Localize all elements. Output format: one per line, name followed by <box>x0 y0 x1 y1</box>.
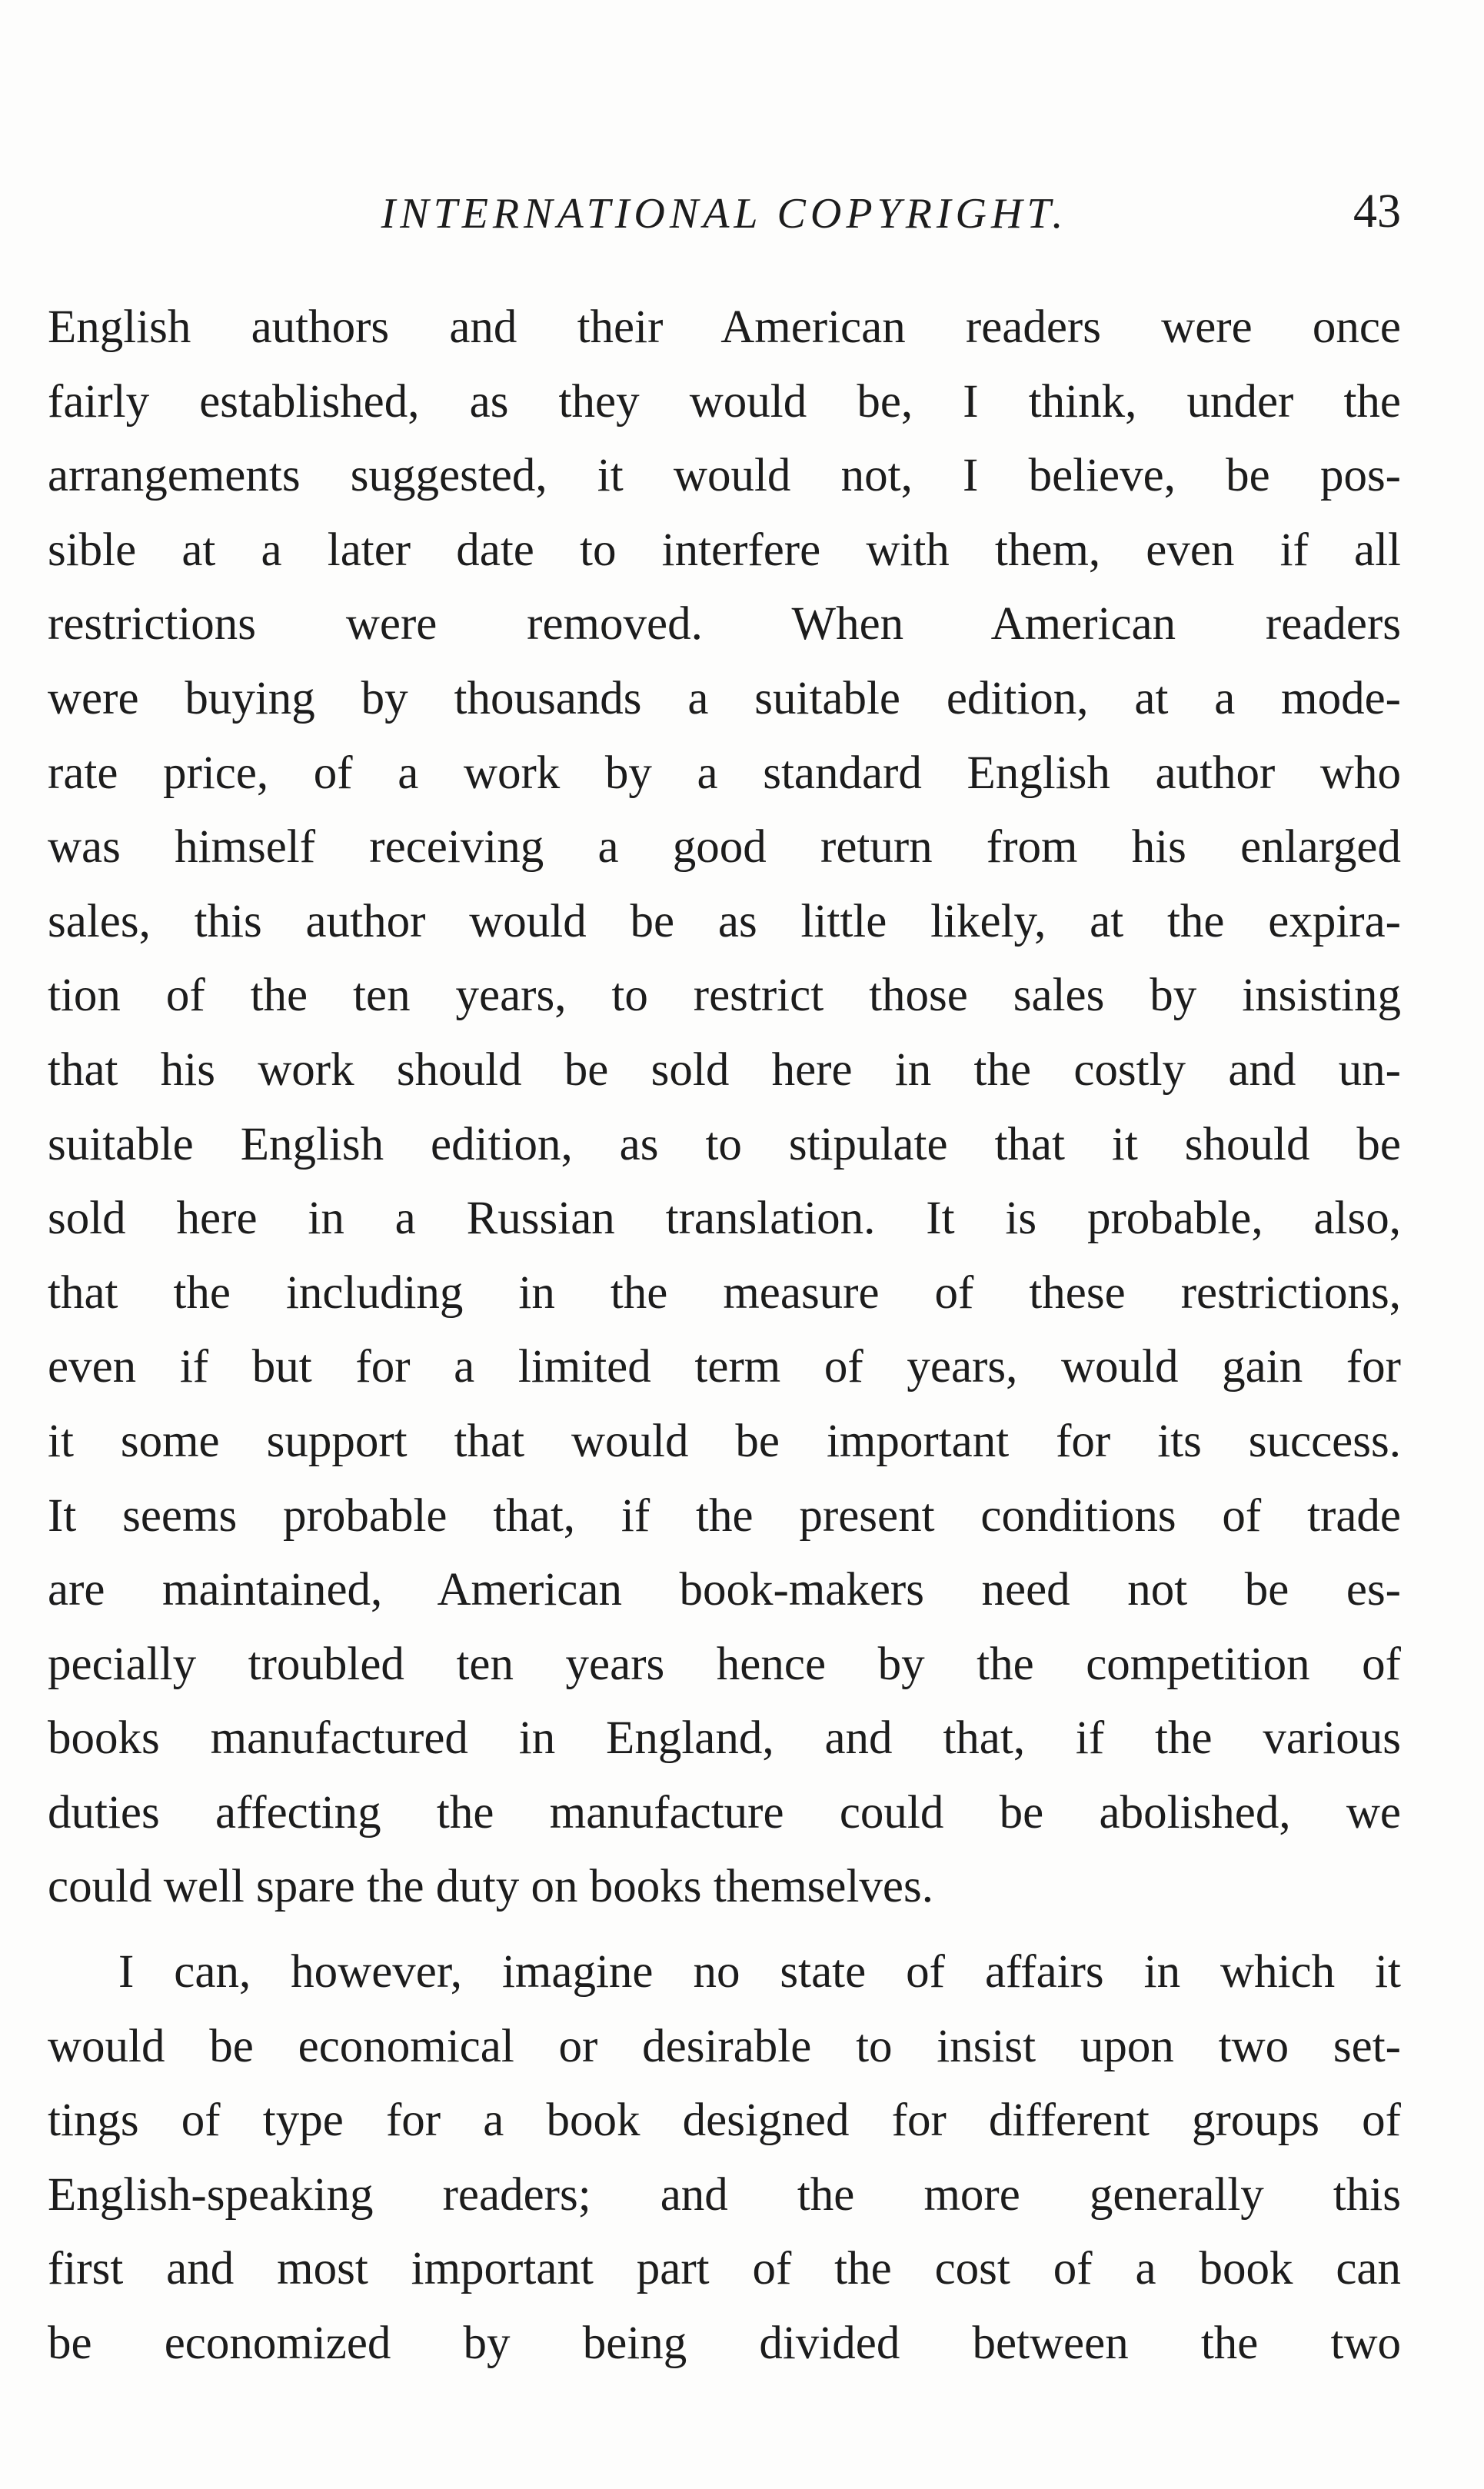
text-line: pecially troubled ten years hence by the competition of <box>48 1638 1401 1690</box>
paragraph <box>48 1935 1401 2381</box>
running-head: INTERNATIONAL COPYRIGHT. <box>381 190 1068 238</box>
text-line: tings of type for a book designed for different groups of <box>48 2095 1401 2147</box>
text-line: could well spare the duty on books themselves. <box>48 1861 934 1913</box>
text-line: are maintained, American book-makers need not be es- <box>48 1564 1401 1616</box>
text-line: tion of the ten years, to restrict those sales by insisting <box>48 970 1401 1022</box>
text-line: sales, this author would be as little likely, at the expira- <box>48 895 1401 947</box>
text-line: restrictions were removed. When American readers <box>48 598 1401 651</box>
text-line: I can, however, imagine no state of affairs in which it <box>118 1946 1401 1998</box>
text-line: it some support that would be important for its success. <box>48 1415 1401 1467</box>
text-line: even if but for a limited term of years, would gain for <box>48 1341 1401 1393</box>
text-line: was himself receiving a good return from his enlarged <box>48 821 1401 873</box>
text-line: first and most important part of the cost of a book can <box>48 2243 1401 2295</box>
paragraph <box>48 291 1401 1925</box>
text-line: It seems probable that, if the present conditions of trade <box>48 1489 1401 1542</box>
text-line: sible at a later date to interfere with them, even if all <box>48 524 1401 576</box>
text-line: books manufactured in England, and that, if the various <box>48 1712 1401 1765</box>
text-line: rate price, of a work by a standard English author who <box>48 747 1401 799</box>
text-line: sold here in a Russian translation. It is probable, also, <box>48 1193 1401 1245</box>
text-line: that his work should be sold here in the costly and un- <box>48 1043 1401 1096</box>
paragraph-gap <box>48 1925 1401 1935</box>
text-line: fairly established, as they would be, I think, under the <box>48 375 1401 428</box>
page-header <box>48 185 1401 246</box>
text-line: were buying by thousands a suitable edition, at a mode- <box>48 672 1401 724</box>
page-number: 43 <box>1353 185 1401 238</box>
text-line: English-speaking readers; and the more generally this <box>48 2168 1401 2221</box>
text-line: suitable English edition, as to stipulate that it should be <box>48 1118 1401 1170</box>
text-line: arrangements suggested, it would not, I believe, be pos- <box>48 450 1401 502</box>
text-line: would be economical or desirable to insist upon two set- <box>48 2020 1401 2072</box>
text-line: duties affecting the manufacture could be abolished, we <box>48 1786 1401 1838</box>
body-text <box>48 291 1401 2381</box>
text-line: that the including in the measure of these restrictions, <box>48 1266 1401 1319</box>
text-line: English authors and their American readers were once <box>48 301 1401 353</box>
text-line: be economized by being divided between the two <box>48 2318 1401 2370</box>
